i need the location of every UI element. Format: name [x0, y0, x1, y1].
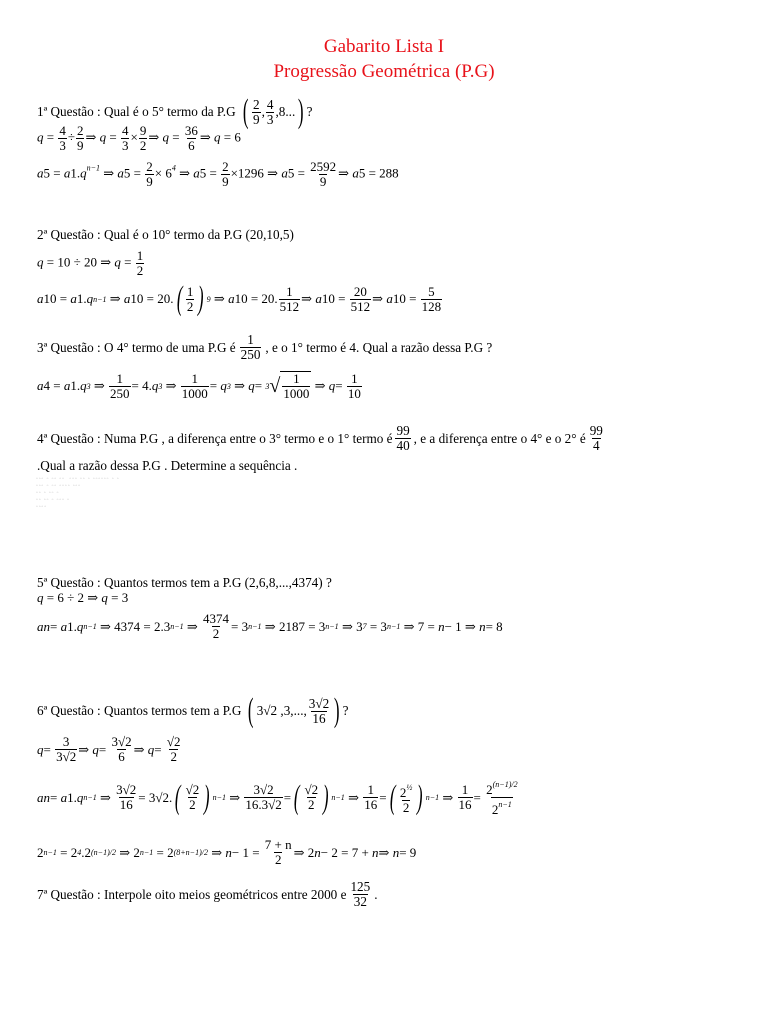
- question-4-text-c: .Qual a razão dessa P.G . Determine a sequência .: [37, 458, 298, 473]
- question-7: 7ª Questão : Interpole oito meios geométricos entre 2000 e 125 32 .: [37, 879, 378, 909]
- question-1-end: ?: [306, 104, 313, 119]
- q4-faded-solution-image: ▫▫▫ ▫ ▫▫ ▫▫ ▫▫▫ ▫▫ ▫ ▫▫▫▫▫▫ ▫ ▫ ▫▫▫ ▫ ▫▫ ▫▫▫▫ ▫▫▫ ▫▫ ▫ ▫▫ ▫ ▫▫ ▫▫ ▫ ▫▫▫ ▫ ▫▫▫▫: [36, 477, 120, 510]
- question-4-text-b: , e a diferença entre o 4° e o 2° é: [413, 430, 586, 446]
- q2-solution-line2: a 10 = a 1. q n−1 ⇒ a 10 = 20. ( 1 2 ) 9 ⇒ a 10 = 20. 1 512 ⇒ a 10 = $\frac{20}{512}$ ⇒ a 10 = $\frac{5}{128}$: [37, 280, 442, 317]
- question-1-sequence: ( 2 9 , 4 3 ,8... ): [242, 93, 304, 130]
- q3-solution: a 4 = a 1. q 3 ⇒ $\frac{1}{250}$ = 4. q 3 ⇒ $\frac{1}{1000}$ = q 3 ⇒ q = 3 √ $\frac{1}{1000}$ ⇒ q = $\frac{1}{10}$: [37, 370, 361, 401]
- question-6: [37, 694, 348, 728]
- question-3-text-a: 3ª Questão : O 4° termo de uma P.G é: [37, 339, 236, 355]
- q6-solution-line2: an = a 1. q n−1 ⇒ $\frac{3√2}{16}$ = 3√2. ( √2 2 ) n−1 ⇒ $\frac{3√2}{16.3√2}$ = ( √2 2 ) n−1 ⇒ $\frac{1}{16}$ = ( $2^{\frac{1}{2}}$ 2 ) n−1 ⇒ $\frac{1}{16}$ = $\frac{2^{(n-1)/2}}{2^{n-1}}$: [37, 778, 518, 817]
- question-7-end: .: [374, 886, 378, 902]
- question-4-text-a: 4ª Questão : Numa P.G , a diferença entre o 3° termo e o 1° termo é: [37, 430, 393, 446]
- question-2-text: 2ª Questão : Qual é o 10° termo da P.G (20,10,5): [37, 227, 294, 242]
- q1-solution-line2: $a5 = a1.q^{n-1}$ ⇒ a5 = $\frac{2}{9}$ × $6^4$ ⇒ a5 = $\frac{2}{9}$ ×1296 ⇒ a5 = $\frac{2592}{9}$ ⇒ a5 = 288: [37, 159, 399, 189]
- page-subtitle: Progressão Geométrica (P.G): [273, 61, 495, 82]
- q2-solution-line1: q = 10 ÷ 20 ⇒ q = $\frac{1}{2}$: [37, 248, 144, 278]
- page-title: Gabarito Lista I: [323, 36, 445, 57]
- question-1-seq-tail: ,8...: [275, 104, 296, 119]
- q5-solution-line2: an = a 1. q n−1 ⇒ 4374 = 2.3 n−1 ⇒ $\frac{4374}{2}$ = 3 n−1 ⇒ 2187 = 3 n−1 ⇒ 3 7 = 3 n−1 ⇒ 7 = n − 1 ⇒ n = 8: [37, 611, 503, 641]
- question-6-text: 6ª Questão : Quantos termos tem a P.G: [37, 703, 242, 718]
- question-5-text: 5ª Questão : Quantos termos tem a P.G (2,6,8,...,4374) ?: [37, 575, 332, 590]
- question-6-end: ?: [342, 703, 349, 718]
- q6-solution-line3: 2 n−1 = 2 4 .2 (n−1)/2 ⇒ 2 n−1 = 2 (8+n−1)/2 ⇒ n − 1 = $\frac{7 + n}{2}$ ⇒ 2 n − 2 = 7 + n ⇒ n = 9: [37, 837, 417, 867]
- q1-solution-line1: q = $\frac{4}{3}$ ÷ $\frac{2}{9}$ ⇒ q = $\frac{4}{3}$ × $\frac{9}{2}$ ⇒ q = $\frac{36}{6}$ ⇒ q = 6: [37, 123, 241, 153]
- q5-solution-line1: q = 6 ÷ 2 ⇒ q = 3: [37, 590, 129, 605]
- question-7-text: 7ª Questão : Interpole oito meios geométricos entre 2000 e: [37, 886, 347, 902]
- question-6-sequence: ( 3√2 ,3,..., 3√2 16 ): [248, 692, 340, 729]
- question-1-text: 1ª Questão : Qual é o 5° termo da P.G: [37, 104, 236, 119]
- question-3: 3ª Questão : O 4° termo de uma P.G é 1 250 , e o 1° termo é 4. Qual a razão dessa P.G ?: [37, 332, 493, 362]
- question-4: 4ª Questão : Numa P.G , a diferença entre o 3° termo e o 1° termo é 99 40 , e a diferença entre o 4° e o 2° é 99 4: [37, 423, 603, 453]
- q6-solution-line1: q = $\frac{3}{3√2}$ ⇒ q = $\frac{3√2}{6}$ ⇒ q = $\frac{√2}{2}$: [37, 734, 181, 764]
- question-3-text-b: , e o 1° termo é 4. Qual a razão dessa P.G ?: [265, 339, 493, 355]
